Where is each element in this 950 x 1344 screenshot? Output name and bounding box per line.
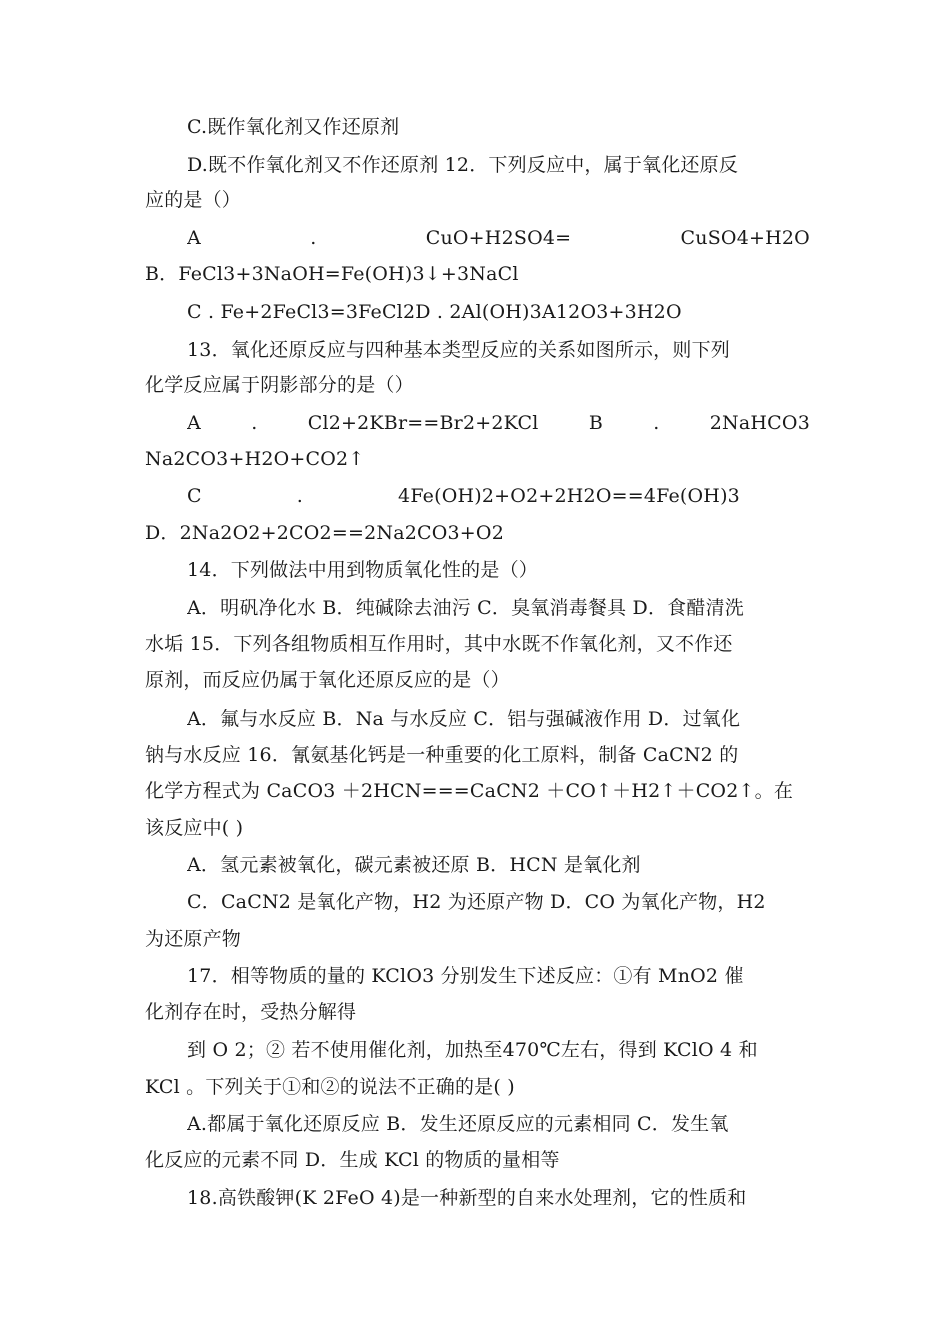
equation-part: 4Fe(OH)2+O2+2H2O==4Fe(OH)3 (398, 485, 740, 507)
text-line: B．FeCl3+3NaOH=Fe(OH)3↓+3NaCl (145, 263, 519, 285)
text-line: 该反应中( ) (145, 817, 244, 839)
equation-part: CuO+H2SO4= (425, 227, 572, 249)
text-line: 到 O 2；② 若不使用催化剂，加热至470℃左右，得到 KClO 4 和 (187, 1039, 758, 1061)
text-line: C.既作氧化剂又作还原剂 (187, 116, 400, 138)
text-line: 水垢 15．下列各组物质相互作用时，其中水既不作氧化剂，又不作还 (145, 633, 733, 655)
option-row-q13-c (187, 481, 740, 511)
text-line: 原剂，而反应仍属于氧化还原反应的是（） (145, 669, 510, 691)
text-line: 18.高铁酸钾(K 2FeO 4)是一种新型的自来水处理剂，它的性质和 (187, 1187, 747, 1209)
option-letter: A (187, 412, 201, 434)
text-line: A.都属于氧化还原反应 B．发生还原反应的元素相同 C．发生氧 (187, 1113, 729, 1135)
equation-part: CuSO4+H2O (680, 227, 810, 249)
text-line: C . Fe+2FeCl3=3FeCl2D . 2Al(OH)3A12O3+3H2O (187, 301, 682, 323)
option-dot: . (251, 412, 258, 434)
text-line: A．氢元素被氧化，碳元素被还原 B．HCN 是氧化剂 (187, 854, 641, 876)
text-line: 化剂存在时，受热分解得 (145, 1001, 357, 1023)
option-letter: A (187, 227, 201, 249)
text-line: 化学方程式为 CaCO3 ＋2HCN===CaCN2 ＋CO↑＋H2↑＋CO2↑。在 (145, 780, 794, 802)
equation-part: 2NaHCO3 (709, 412, 810, 434)
text-line: 为还原产物 (145, 928, 242, 950)
equation-part: Cl2+2KBr==Br2+2KCl (307, 412, 539, 434)
option-dot: . (310, 227, 317, 249)
text-line: Na2CO3+H2O+CO2↑ (145, 448, 365, 470)
option-dot: . (653, 412, 660, 434)
text-line: KCl 。下列关于①和②的说法不正确的是( ) (145, 1076, 515, 1098)
option-dot: . (296, 485, 304, 507)
option-letter: B (588, 412, 603, 434)
text-line: 化反应的元素不同 D．生成 KCl 的物质的量相等 (145, 1149, 560, 1171)
text-line: A．明矾净化水 B．纯碱除去油污 C．臭氧消毒餐具 D．食醋清洗 (187, 597, 744, 619)
text-line: C．CaCN2 是氧化产物，H2 为还原产物 D．CO 为氧化产物，H2 (187, 891, 766, 913)
text-line: 化学反应属于阴影部分的是（） (145, 374, 414, 396)
text-line: 14．下列做法中用到物质氧化性的是（） (187, 559, 538, 581)
text-line: D.既不作氧化剂又不作还原剂 12．下列反应中，属于氧化还原反 (187, 154, 739, 176)
text-line: 钠与水反应 16．氰氨基化钙是一种重要的化工原料，制备 CaCN2 的 (145, 744, 739, 766)
text-line: 17．相等物质的量的 KClO3 分别发生下述反应：①有 MnO2 催 (187, 965, 744, 987)
text-line: 13．氧化还原反应与四种基本类型反应的关系如图所示，则下列 (187, 339, 730, 361)
option-row-q12-a (187, 223, 810, 253)
option-letter: C (187, 485, 202, 507)
text-line: 应的是（） (145, 189, 242, 211)
text-line: D．2Na2O2+2CO2==2Na2CO3+O2 (145, 522, 504, 544)
text-line: A．氟与水反应 B．Na 与水反应 C．铝与强碱液作用 D．过氧化 (187, 708, 741, 730)
option-row-q13-ab (187, 408, 810, 438)
